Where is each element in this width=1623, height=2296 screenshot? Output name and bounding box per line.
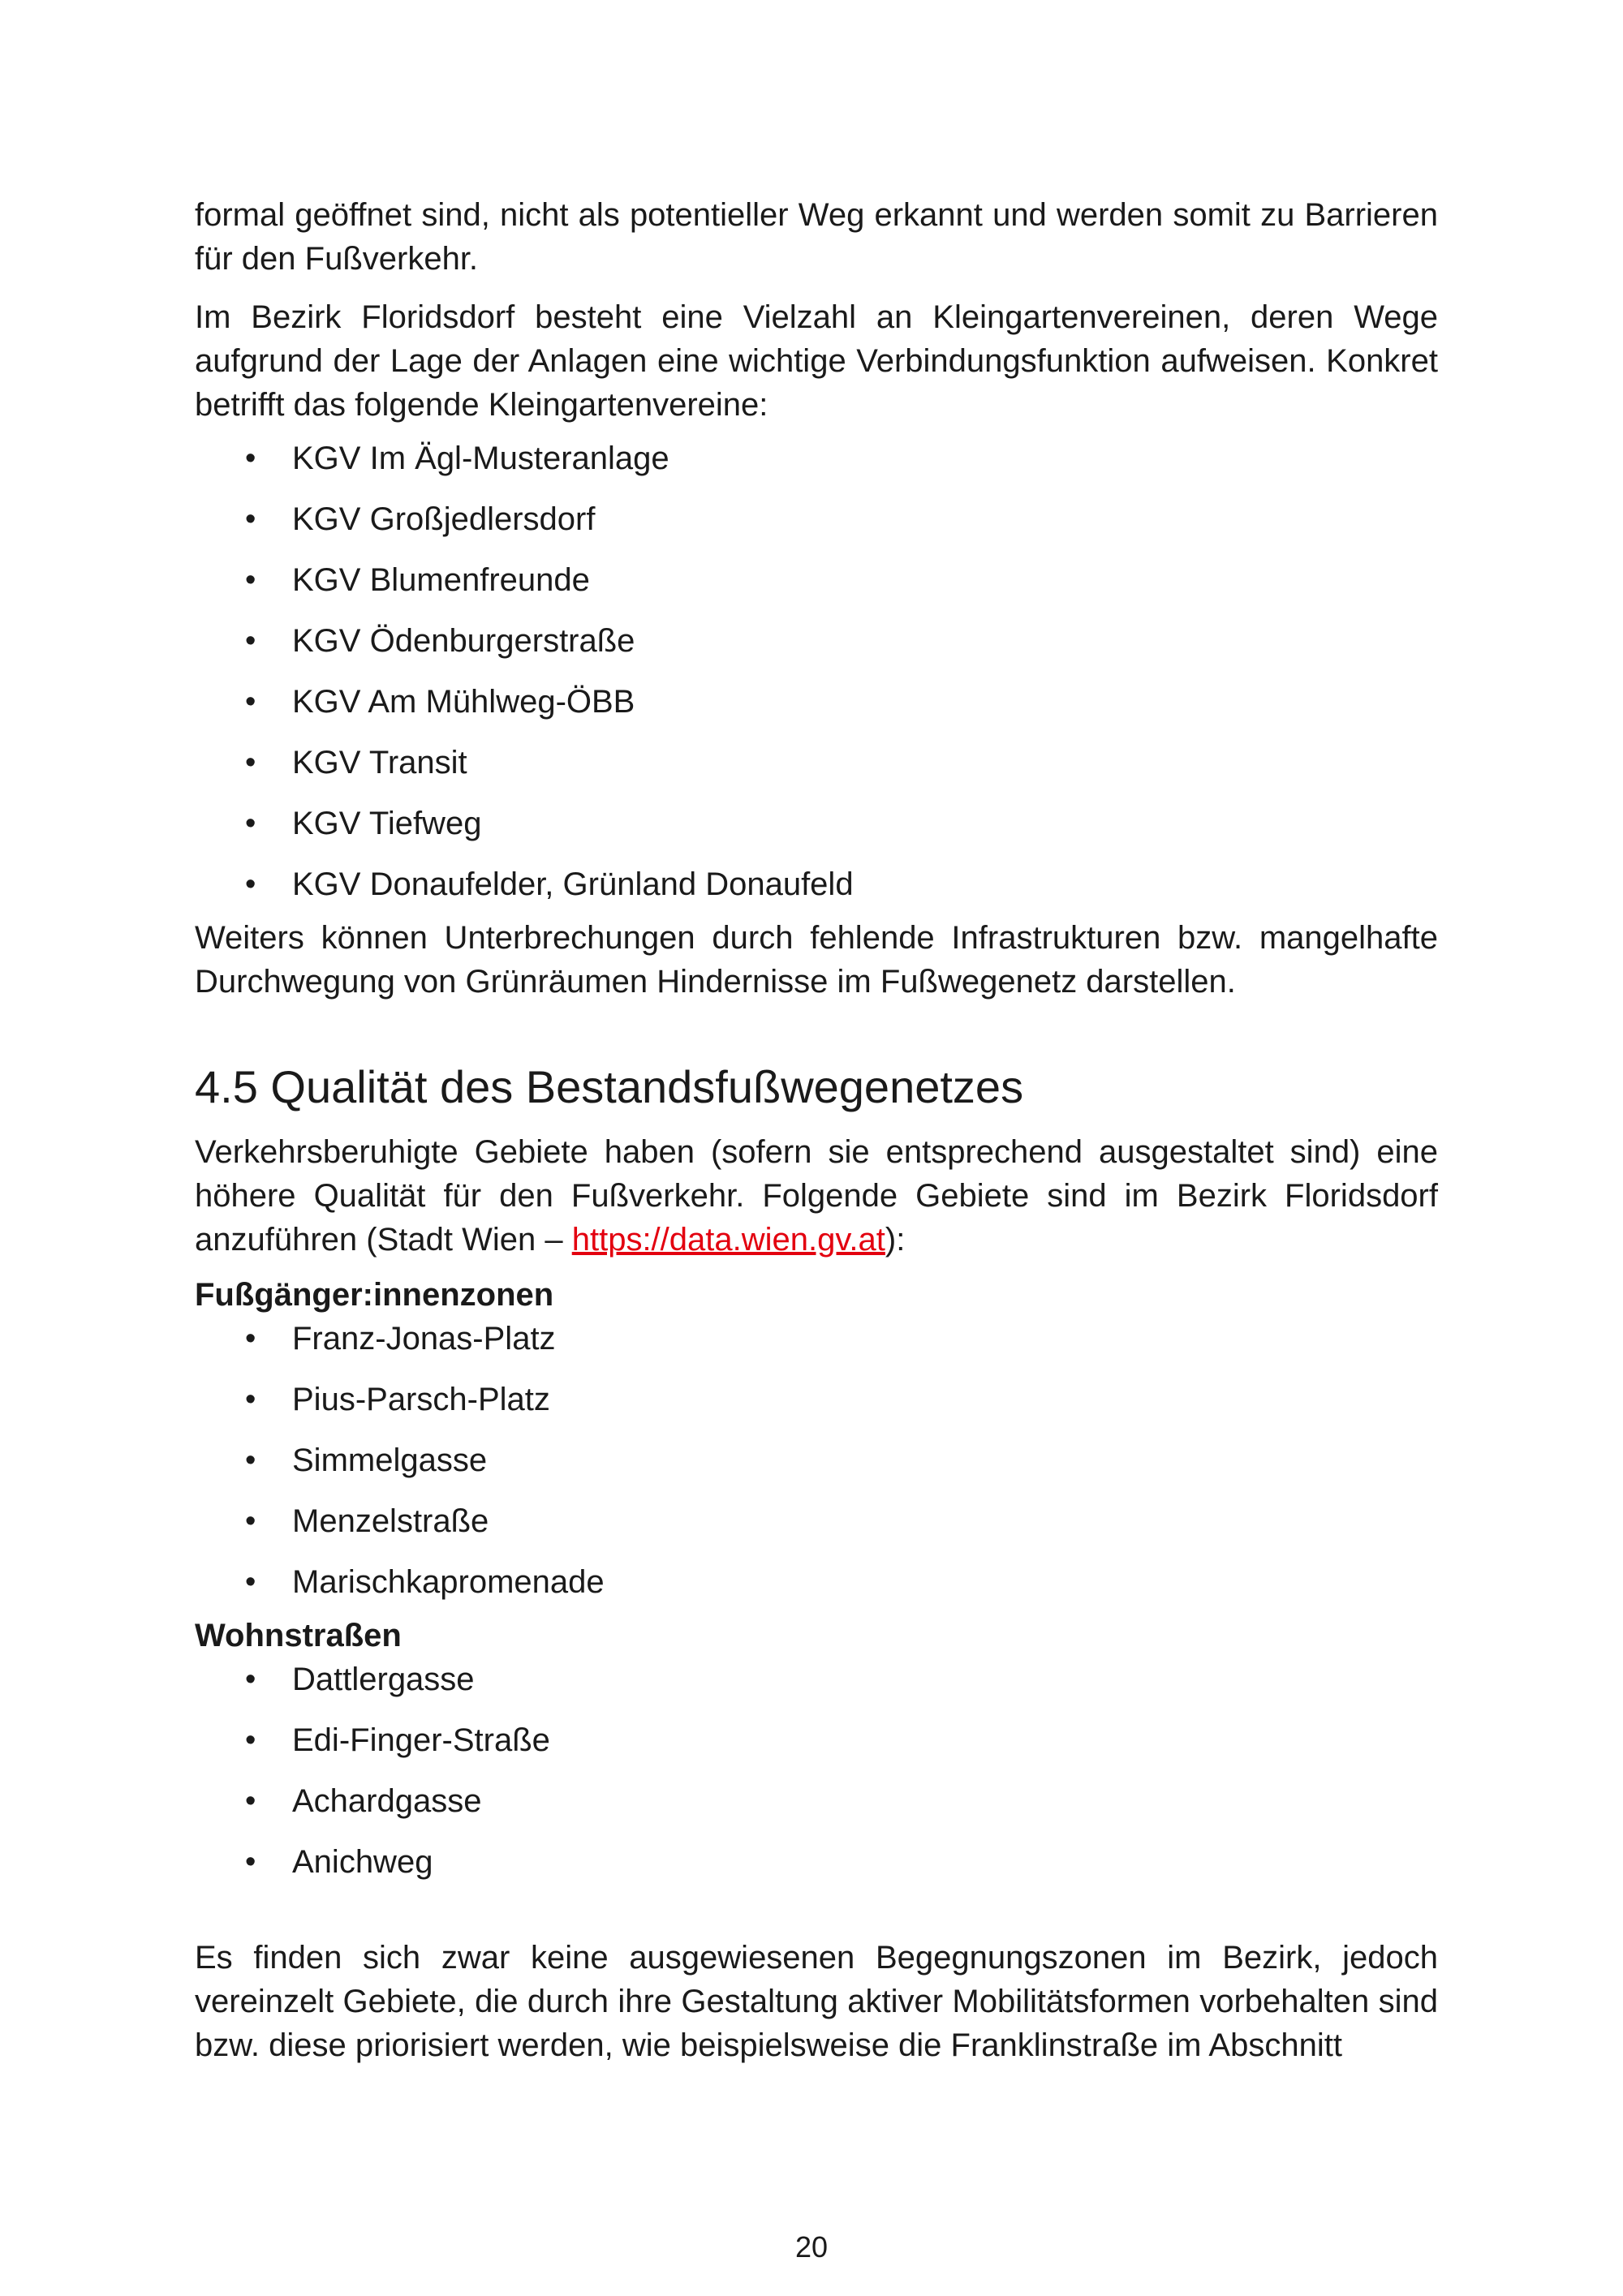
list-item: • KGV Transit — [195, 741, 1438, 785]
document-page — [195, 193, 1438, 2067]
list-item: • Edi-Finger-Straße — [195, 1718, 1438, 1762]
list-item: • KGV Im Ägl-Musteranlage — [195, 436, 1438, 480]
list-item: • Pius-Parsch-Platz — [195, 1378, 1438, 1421]
list-item: • KGV Blumenfreunde — [195, 558, 1438, 602]
list-item: • Anichweg — [195, 1840, 1438, 1884]
section-intro-paragraph — [195, 1130, 1438, 1262]
residential-streets-heading: Wohnstraßen — [195, 1618, 402, 1653]
pedestrian-zones-list — [195, 1317, 1438, 1604]
kgv-list — [195, 436, 1438, 906]
list-item: • Simmelgasse — [195, 1438, 1438, 1482]
list-item: • Achardgasse — [195, 1779, 1438, 1823]
closing-paragraph: Es finden sich zwar keine ausgewiesenen Begegnungszonen im Bezirk, jedoch vereinzelt Gebiete, die durch ihre Gestaltung aktiver Mobilitätsformen vorbehalten sind bzw. diese priorisiert werden, wie beispielsweise die Franklinstraße im Abschnitt — [195, 1940, 1438, 2063]
section-intro-suffix: ): — [885, 1222, 906, 1258]
list-item: • KGV Großjedlersdorf — [195, 497, 1438, 541]
kgv-intro-paragraph: Im Bezirk Floridsdorf besteht eine Vielzahl an Kleingartenvereinen, deren Wege aufgrund der Lage der Anlagen eine wichtige Verbindungsfunktion aufweisen. Konkret betrifft das folgende Kleingartenvereine: — [195, 299, 1438, 423]
list-item: • KGV Donaufelder, Grünland Donaufeld — [195, 862, 1438, 906]
residential-streets-list — [195, 1658, 1438, 1884]
section-intro-text: Verkehrsberuhigte Gebiete haben (sofern sie entsprechend ausgestaltet sind) eine höhere Qualität für den Fußverkehr. Folgende Gebiete sind im Bezirk Floridsdorf anzuführen (Stadt Wien – — [195, 1134, 1438, 1258]
section-heading: 4.5 Qualität des Bestandsfußwegenetzes — [195, 1061, 1024, 1112]
list-item: • Dattlergasse — [195, 1658, 1438, 1701]
page-number: 20 — [794, 2230, 829, 2264]
list-item: • KGV Ödenburgerstraße — [195, 619, 1438, 663]
data-wien-link[interactable]: https://data.wien.gv.at — [571, 1222, 885, 1258]
pedestrian-zones-heading: Fußgänger:innenzonen — [195, 1277, 554, 1313]
list-item: • KGV Am Mühlweg-ÖBB — [195, 680, 1438, 724]
intro-paragraph: formal geöffnet sind, nicht als potentieller Weg erkannt und werden somit zu Barrieren für den Fußverkehr. — [195, 197, 1438, 277]
list-item: • Franz-Jonas-Platz — [195, 1317, 1438, 1361]
list-item: • Marischkapromenade — [195, 1560, 1438, 1604]
interruptions-paragraph: Weiters können Unterbrechungen durch fehlende Infrastrukturen bzw. mangelhafte Durchwegung von Grünräumen Hindernisse im Fußwegenetz darstellen. — [195, 920, 1438, 1000]
list-item: • Menzelstraße — [195, 1499, 1438, 1543]
list-item: • KGV Tiefweg — [195, 802, 1438, 845]
